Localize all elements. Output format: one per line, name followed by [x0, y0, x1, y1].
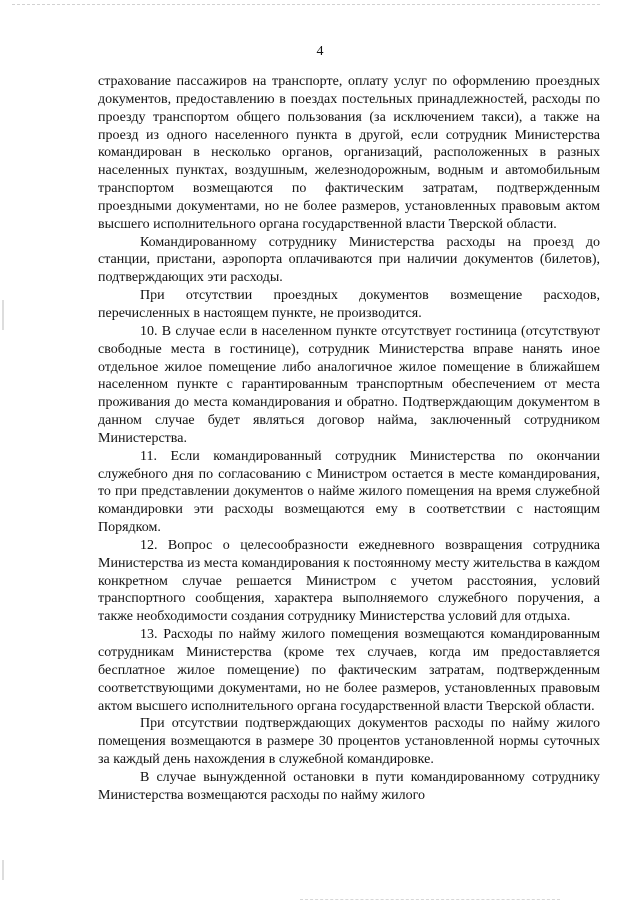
paragraph-item-11: 11. Если командированный сотрудник Министерства по окончании служебного дня по согласованию с Министром остается в месте командирования, то при представлении документов о найме жилого помещения на время служебной командировки эти расходы возмещаются ему в соответствии с настоящим Порядком.: [98, 448, 600, 536]
page-number: 4: [316, 44, 324, 59]
paragraph: При отсутствии подтверждающих документов расходы по найму жилого помещения возмещаются в размере 30 процентов установленной нормы суточных за каждый день нахождения в служебной командировке.: [98, 716, 600, 768]
paragraph: В случае вынужденной остановки в пути командированному сотруднику Министерства возмещаются расходы по найму жилого: [98, 769, 600, 803]
paragraph-item-13: 13. Расходы по найму жилого помещения возмещаются командированным сотрудникам Министерства (кроме тех случаев, когда им предоставляется бесплатное жилое помещение) по фактическим затратам, подтвержденным соответствующими документами, но не более размеров, установленных правовым актом высшего исполнительного органа государственной власти Тверской области.: [98, 627, 600, 714]
paragraph-item-12: 12. Вопрос о целесообразности ежедневного возвращения сотрудника Министерства из места командирования к постоянному месту жительства в каждом конкретном случае решается Министром с учетом расстояния, условий транспортного сообщения, характера выполняемого служебного поручения, а также необходимости создания сотруднику Министерства условий для отдыха.: [98, 537, 600, 625]
scan-edge-bottom: [300, 899, 560, 901]
document-body: [98, 73, 600, 805]
paragraph-item-10: 10. В случае если в населенном пункте отсутствует гостиница (отсутствуют свободные места в гостинице), сотрудник Министерства вправе нанять иное отдельное жилое помещение либо аналогичное жилое помещение в ближайшем населенном пункте с гарантированным транспортным обеспечением от места проживания до места командирования и обратно. Подтверждающим документом в данном случае будет являться договор найма, заключенный сотрудником Министерства.: [98, 323, 600, 446]
paragraph-continuation: страхование пассажиров на транспорте, оплату услуг по оформлению проездных документов, предоставлению в поездах постельных принадлежностей, расходы по проезду транспортом общего пользования (за исключением такси), а также на проезд из одного населенного пункта в другой, если сотрудник Министерства командирован в несколько органов, организаций, расположенных в разных населенных пунктах, воздушным, железнодорожным, водным и автомобильным транспортом возмещаются по фактическим затратам, подтвержденным проездными документами, но не более размеров, установленных правовым актом высшего исполнительного органа государственной власти Тверской области.: [98, 74, 600, 232]
paragraph: Командированному сотруднику Министерства расходы на проезд до станции, пристани, аэропорта оплачиваются при наличии документов (билетов), подтверждающих эти расходы.: [98, 234, 600, 286]
scan-edge-mark: [2, 300, 4, 330]
scan-edge-mark: [2, 860, 4, 880]
scan-edge-top: [12, 4, 600, 6]
paragraph: При отсутствии проездных документов возмещение расходов, перечисленных в настоящем пункте, не производится.: [98, 288, 600, 321]
